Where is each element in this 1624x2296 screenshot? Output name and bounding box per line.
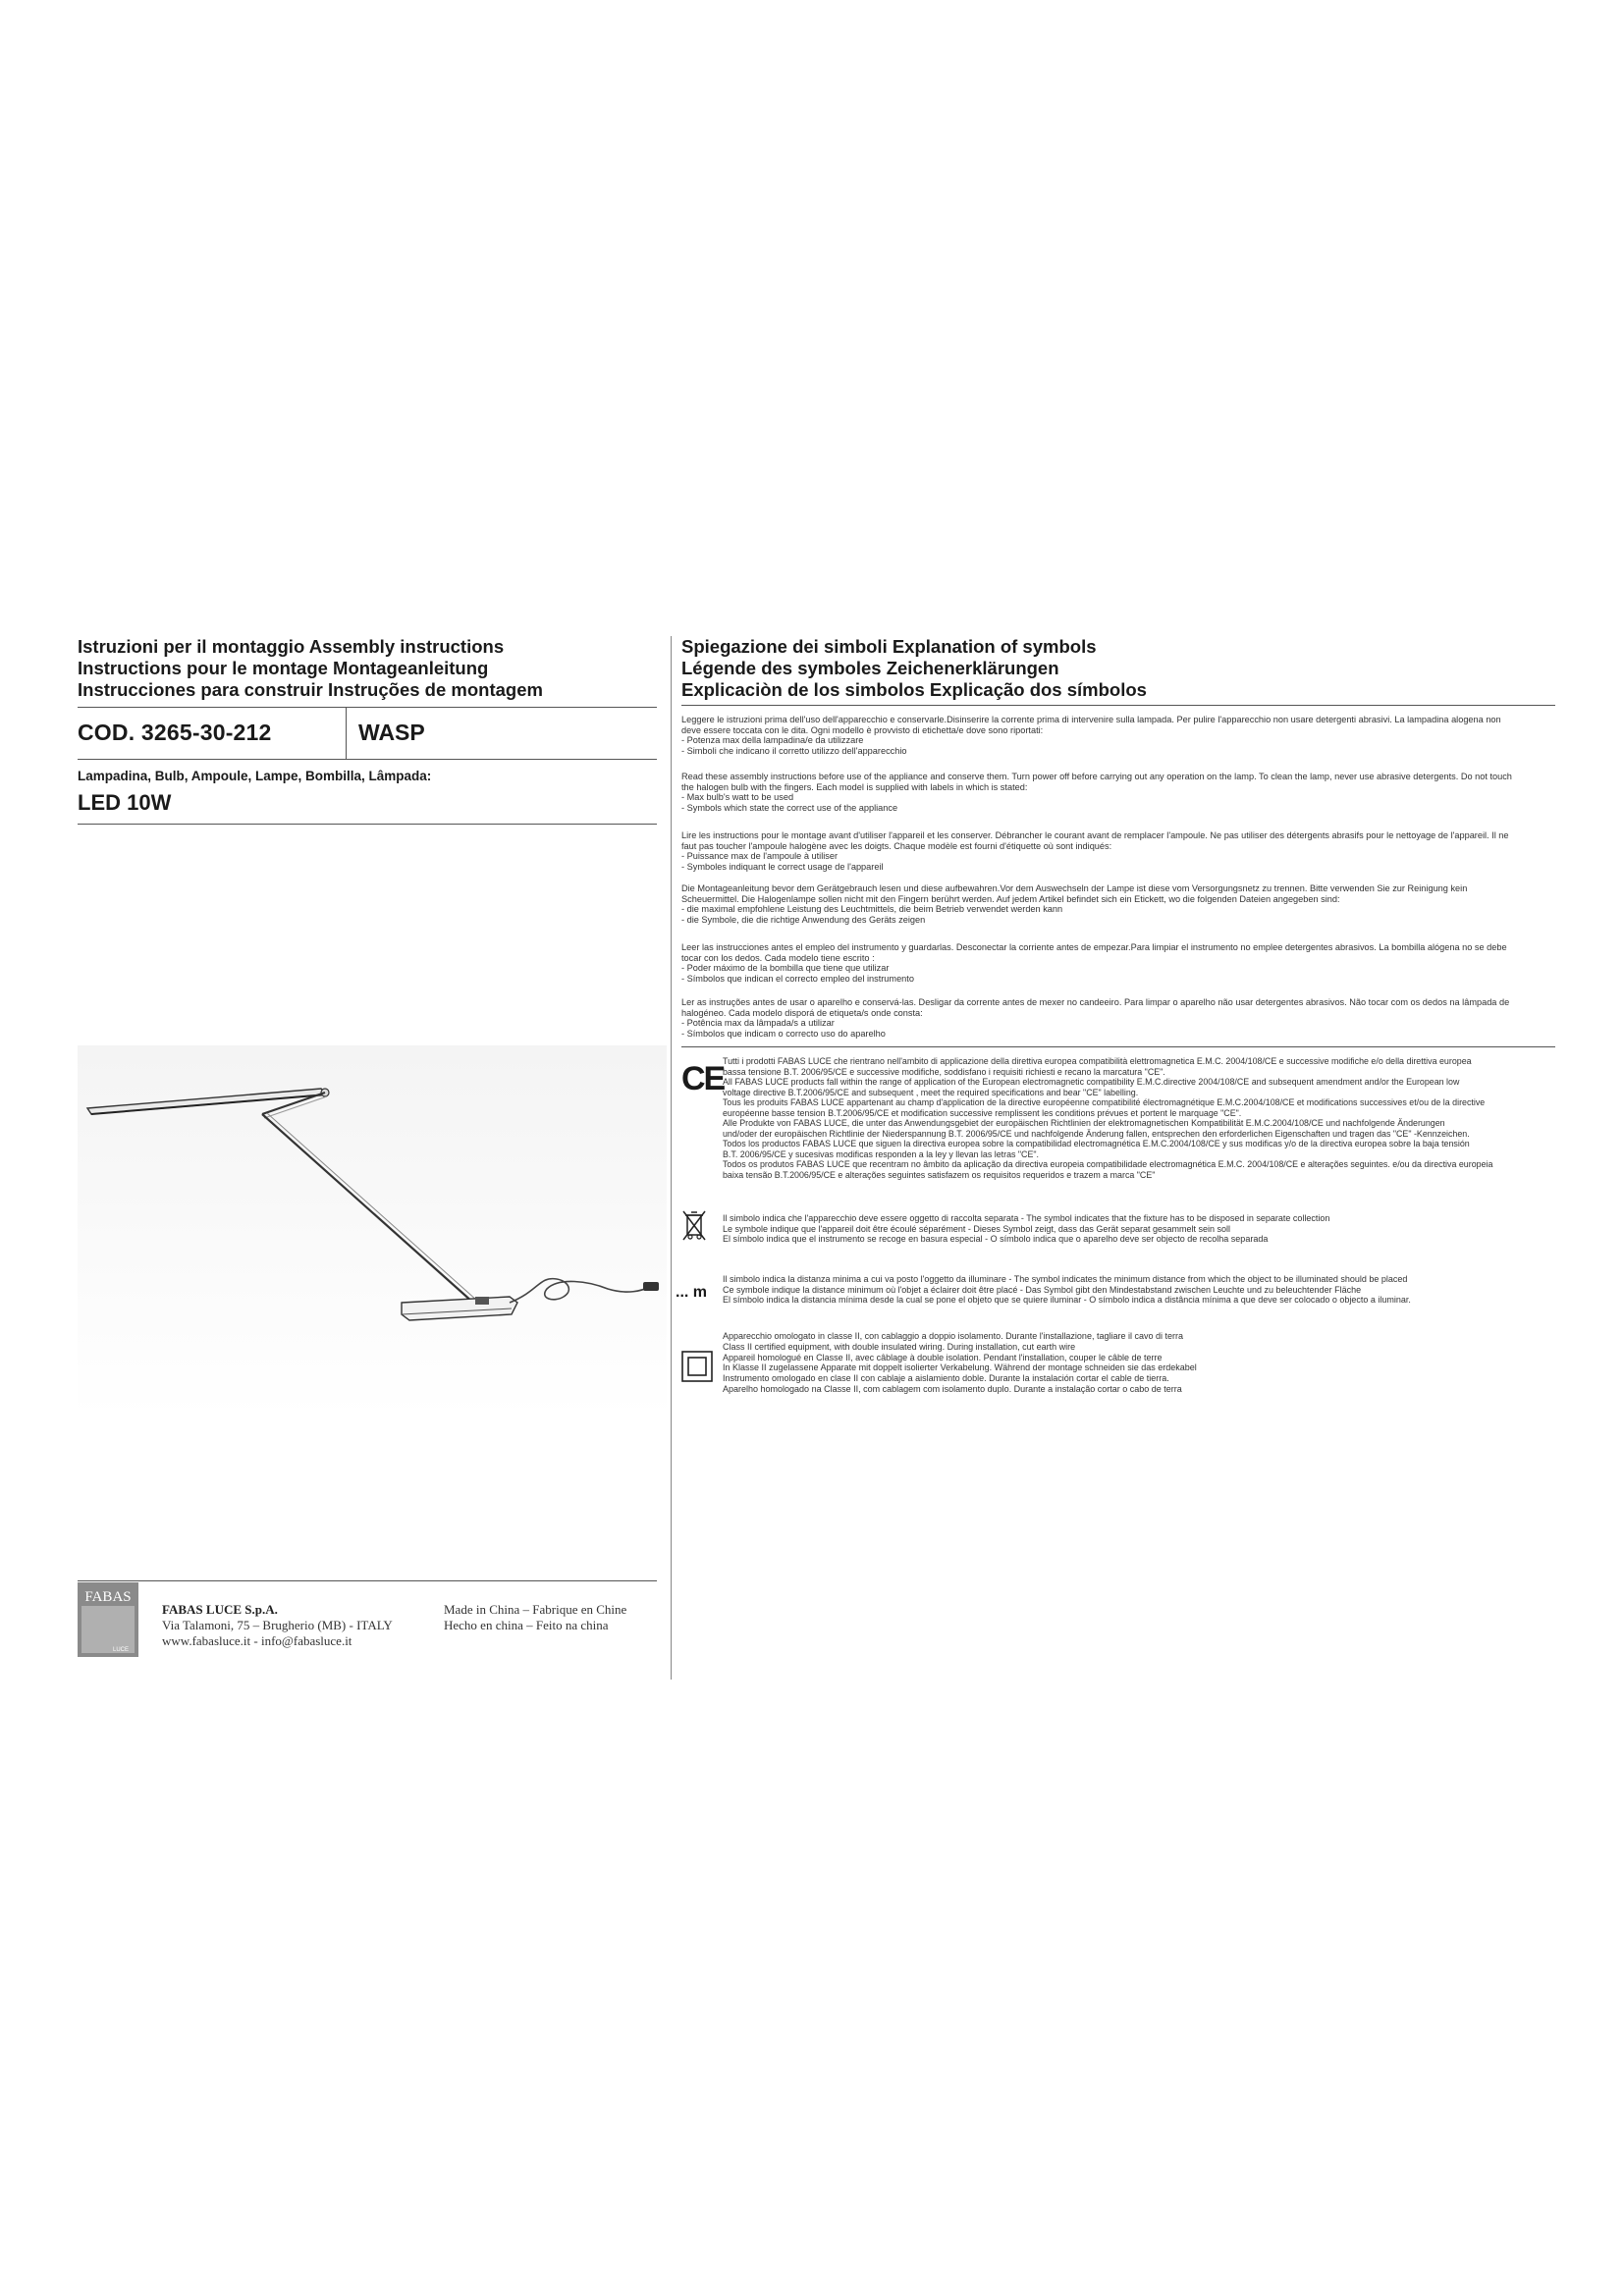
bin-wheel (688, 1235, 692, 1239)
text-line: Leer las instrucciones antes el empleo del instrumento y guardarlas. Desconectar la corriente antes de empezar.Para limpiar el instrumento no emplee detergentes abrasivos. La bombilla alógena no se debe (681, 942, 1507, 952)
divider (681, 1046, 1555, 1047)
class-ii-text (723, 1331, 1557, 1395)
text-line: El símbolo indica que el instrumento se recoge en basura especial - O símbolo indica que o aparelho deve ser objecto de recolha separada (723, 1234, 1269, 1245)
instructions-french (681, 830, 1545, 872)
lamp-base-button (475, 1297, 489, 1305)
company-name: FABAS LUCE S.p.A. (162, 1602, 278, 1617)
text-line: Le symbole indique que l'appareil doit être écoulé séparément - Dieses Symbol zeigt, dass das Gerät separat gesammelt sein soll (723, 1223, 1230, 1234)
text-line: Il simbolo indica che l'apparecchio deve essere oggetto di raccolta separata - The symbol indicates that the fixture has to be disposed in separate collection (723, 1213, 1330, 1223)
text-line: Read these assembly instructions before use of the appliance and conserve them. Turn power off before carrying out any operation on the lamp. To clean the lamp, never use abrasive detergents. Do not touch (681, 772, 1512, 781)
text-line: Apparecchio omologato in classe II, con cablaggio a doppio isolamento. Durante l'installazione, tagliare il cavo di terra (723, 1331, 1183, 1341)
text-line: - Symboles indiquant le correct usage de l'appareil (681, 861, 884, 872)
min-distance-icon: ... m (676, 1284, 708, 1301)
text-line: faut pas toucher l'ampoule halogène avec les doigts. Chaque modèle est fourni d'étiquette où sont indiqués: (681, 840, 1112, 851)
text-line: tocar con los dedos. Cada modelo tiene escrito : (681, 952, 875, 963)
text-line: - Símbolos que indicam o correcto uso do aparelho (681, 1028, 886, 1039)
instructions-spanish (681, 942, 1545, 984)
left-title-line: Instrucciones para construir Instruções de montagem (78, 679, 543, 700)
text-line: Lire les instructions pour le montage avant d'utiliser l'appareil et les conserver. Débrancher le courant avant de remplacer l'ampoule. Ne pas utiliser des détergents abrasifs pour le nettoyage de l'appareil. Il ne (681, 830, 1509, 840)
class-ii-inner (688, 1358, 706, 1375)
right-title-line: Spiegazione dei simboli Explanation of symbols (681, 636, 1097, 657)
text-line: Il simbolo indica la distanza minima a cui va posto l'oggetto da illuminare - The symbol indicates the minimum distance from which the object to be illuminated should be placed (723, 1274, 1408, 1284)
divider (78, 707, 657, 708)
text-line: baixa tensão B.T.2006/95/CE e alterações seguintes satisfazem os requisitos requeridos e trazem a marca "CE" (723, 1169, 1156, 1180)
class-ii-icon (681, 1351, 713, 1382)
text-line: - Poder máximo de la bombilla que tiene que utilizar (681, 963, 890, 974)
text-line: - Max bulb's watt to be used (681, 792, 794, 803)
text-line: - die maximal empfohlene Leistung des Leuchtmittels, die beim Betrieb verwendet werden kann (681, 904, 1063, 915)
bin-wheel (697, 1235, 701, 1239)
text-line: deve essere toccata con le dita. Ogni modello è provvisto di etichetta/e dove sono riportati: (681, 724, 1044, 735)
origin-line: Hecho en china – Feito na china (444, 1618, 609, 1632)
text-line: - Potência max da lâmpada/s a utilizar (681, 1018, 835, 1029)
bulb-value: LED 10W (78, 790, 172, 815)
divider (681, 705, 1555, 706)
text-line: - Symbols which state the correct use of the appliance (681, 802, 898, 813)
text-line: In Klasse II zugelassene Apparate mit doppelt isolierter Verkabelung. Während der montage schneiden sie das erdekabel (723, 1362, 1197, 1373)
lamp-plug (643, 1282, 659, 1291)
text-line: Appareil homologué en Classe II, avec câblage à double isolation. Pendant l'installation, couper le câble de terre (723, 1352, 1163, 1362)
text-line: - Puissance max de l'ampoule à utiliser (681, 851, 839, 862)
text-line: El símbolo indica la distancia mínima desde la cual se pone el objeto que se quiere iluminar - O símbolo indica a distância mínima a que deve ser colocado o objecto a iluminar. (723, 1295, 1411, 1306)
instructions-german (681, 883, 1545, 925)
divider (78, 1580, 657, 1581)
text-line: All FABAS LUCE products fall within the range of application of the European electromagnetic compatibility E.M.C.directive 2004/108/CE and subsequent amendment and/or the European low (723, 1077, 1460, 1087)
left-title-line: Istruzioni per il montaggio Assembly instructions (78, 636, 505, 657)
bulb-label: Lampadina, Bulb, Ampoule, Lampe, Bombilla, Lâmpada: (78, 769, 432, 783)
text-line: B.T. 2006/95/CE y sucesivas modificas responden a la ley y llevan las letras "CE". (723, 1148, 1040, 1159)
text-line: Aparelho homologado na Classe II, com cablagem com isolamento duplo. Durante a instalação cortar o cabo de terra (723, 1383, 1182, 1394)
text-line: the halogen bulb with the fingers. Each model is supplied with labels in which is stated: (681, 781, 1028, 792)
company-web: www.fabasluce.it - info@fabasluce.it (162, 1633, 352, 1648)
text-line: halogéneo. Cada modelo disporá de etiqueta/s onde consta: (681, 1007, 923, 1018)
ce-mark-icon: CE (681, 1060, 725, 1097)
distance-text (723, 1274, 1557, 1306)
column-separator (671, 636, 672, 1680)
text-line: Ler as instruções antes de usar o aparelho e conservá-las. Desligar da corrente antes de mexer no candeeiro. Para limpar o aparelho não usar detergentes abrasivos. Não tocar com os dedos na lâmpada de (681, 997, 1510, 1007)
text-line: européenne basse tension B.T.2006/95/CE et modification successive remplissent les conditions prévues et portent le marquage "CE". (723, 1107, 1242, 1118)
text-line: Die Montageanleitung bevor dem Gerätgebrauch lesen und diese aufbewahren.Vor dem Auswechseln der Lampe ist diese vom Versorgungsnetz zu trennen. Bitte verwenden Sie zur Reinigung kein (681, 883, 1468, 893)
right-title-line: Explicaciòn de los simbolos Explicação dos símbolos (681, 679, 1147, 700)
text-line: - Símbolos que indican el correcto empleo del instrumento (681, 973, 914, 984)
instructions-italian (681, 715, 1545, 756)
text-line: - die Symbole, die die richtige Anwendung des Geräts zeigen (681, 914, 926, 925)
divider (346, 707, 347, 759)
text-line: Class II certified equipment, with double insulated wiring. During installation, cut earth wire (723, 1341, 1076, 1352)
text-line: Leggere le istruzioni prima dell'uso dell'apparecchio e conservarle.Disinserire la corrente prima di intervenire sulla lampada. Per pulire l'apparecchio non usare detergenti abrasivi. La lampadina alogena non (681, 715, 1501, 724)
text-line: - Simboli che indicano il corretto utilizzo dell'apparecchio (681, 745, 907, 756)
instructions-portuguese (681, 997, 1545, 1039)
company-address: Via Talamoni, 75 – Brugherio (MB) - ITALY (162, 1618, 393, 1632)
origin-line: Made in China – Fabrique en Chine (444, 1602, 627, 1617)
text-line: und/oder der europäischen Richtlinie der Niederspannung B.T. 2006/95/CE und nachfolgende Änderung fallen, entsprechen den erforderlichen Eigenschaften und tragen das "CE" -Kennzeichen. (723, 1128, 1470, 1139)
right-title-block (681, 636, 1147, 701)
text-line: Alle Produkte von FABAS LUCE, die unter das Anwendungsgebiet der europäischen Richtlinien der elektromagnetischen Kompatibilität E.M.C.2004/108/CE und nachfolgende Änderungen (723, 1118, 1445, 1128)
text-line: Tous les produits FABAS LUCE appartenant au champ d'application de la directive européenne compatibilité électromagnétique E.M.C.2004/108/CE et modifications successives et/ou de la directive (723, 1097, 1486, 1107)
left-title-block (78, 636, 657, 701)
instructions-english (681, 772, 1545, 813)
logo-text: FABAS (84, 1589, 132, 1605)
text-line: - Potenza max della lampadina/e da utilizzare (681, 735, 864, 746)
product-code: COD. 3265-30-212 (78, 720, 272, 745)
logo-sub: LUCE (112, 1647, 130, 1653)
origin-info (444, 1602, 626, 1633)
text-line: Todos los productos FABAS LUCE que siguen la directiva europea sobre la compatibilidad electromagnética E.M.C.2004/108/CE y sus modificas y/o de la directiva europea sobre la baja tensión (723, 1139, 1470, 1148)
weee-bin-icon (681, 1209, 707, 1243)
text-line: voltage directive B.T.2006/95/CE and subsequent , meet the required specifications and bear "CE" labelling. (723, 1087, 1139, 1097)
logo-panel (81, 1606, 135, 1653)
lamp-illustration (78, 1045, 667, 1418)
weee-text (723, 1213, 1557, 1245)
text-line: Todos os produtos FABAS LUCE que recentram no âmbito da aplicação da directiva europeia compatibilidade electromagnética E.M.C. 2004/108/CE e alterações seguintes. e/ou da directiva europeia (723, 1159, 1493, 1169)
text-line: bassa tensione B.T. 2006/95/CE e successive modifiche, soddisfano i requisiti richiesti e recano la marcatura "CE". (723, 1066, 1165, 1077)
text-line: Scheuermittel. Die Halogenlampe sollen nicht mit den Fingern berührt werden. Auf jedem Artikel befindet sich ein Etickett, wo die folgenden Dateien angegeben sind: (681, 893, 1340, 904)
company-info (162, 1602, 393, 1649)
class-ii-outer (682, 1352, 712, 1381)
ce-text (723, 1056, 1557, 1180)
right-title-line: Légende des symboles Zeichenerklärungen (681, 658, 1059, 678)
left-title-line: Instructions pour le montage Montageanleitung (78, 658, 489, 678)
product-model: WASP (358, 720, 425, 745)
text-line: Tutti i prodotti FABAS LUCE che rientrano nell'ambito di applicazione della direttiva europea compatibilità elettromagnetica E.M.C. 2004/108/CE e successive modifiche e/o della direttiva europea (723, 1056, 1472, 1066)
divider (78, 824, 657, 825)
divider (78, 759, 657, 760)
text-line: Ce symbole indique la distance minimum où l'objet a éclairer doit être placé - Das Symbol gibt den Mindestabstand zwischen Leuchte und zu beleuchtender Fläche (723, 1284, 1362, 1295)
text-line: Instrumento omologado en clase II con cablaje a aislamiento doble. Durante la instalación cortar el cable de tierra. (723, 1373, 1169, 1384)
fabas-logo (78, 1582, 138, 1657)
